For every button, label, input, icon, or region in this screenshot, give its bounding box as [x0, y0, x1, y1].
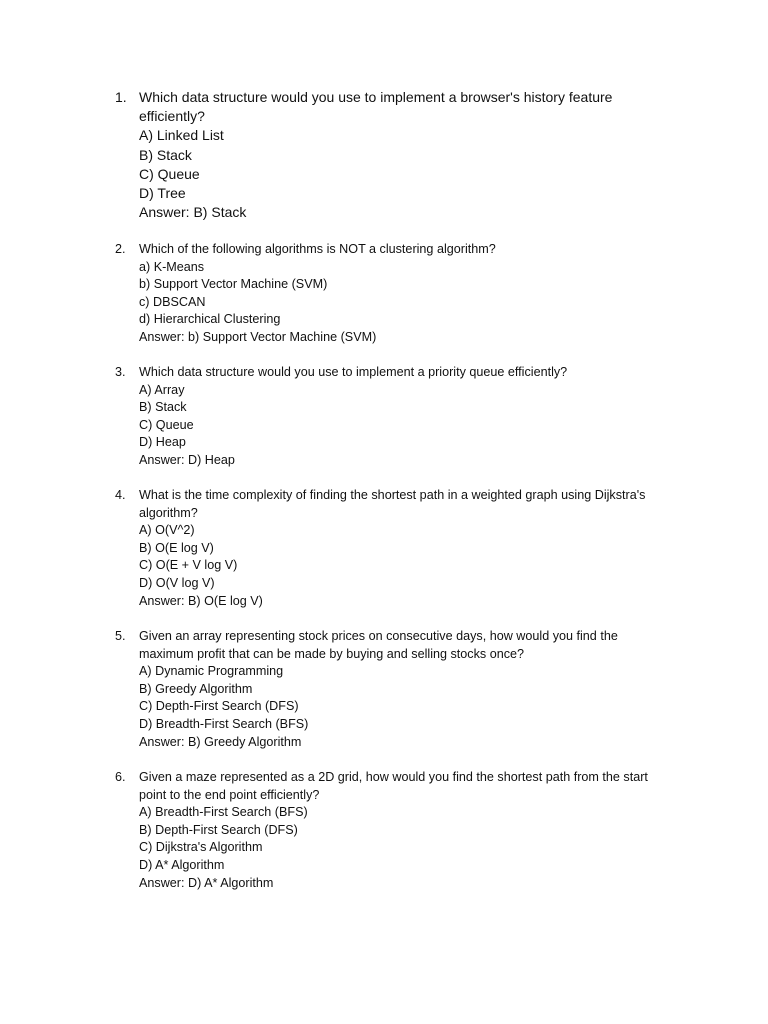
answer-option: D) Tree: [139, 185, 186, 202]
answer-option: C) Dijkstra's Algorithm: [139, 840, 263, 855]
answer-key: Answer: D) Heap: [139, 452, 235, 467]
answer-option: C) Queue: [139, 417, 194, 432]
answer-option: B) Stack: [139, 146, 192, 163]
question-text: Given an array representing stock prices on consecutive days, how would you find the: [139, 629, 618, 643]
answer-option: D) A* Algorithm: [139, 857, 225, 872]
question-body: [139, 88, 684, 222]
answer-option: B) O(E log V): [139, 540, 214, 555]
question-text: Given a maze represented as a 2D grid, how would you find the shortest path from the start: [139, 770, 648, 784]
answer-option: B) Stack: [139, 400, 187, 415]
answer-option: A) Array: [139, 382, 185, 397]
answer-option: B) Greedy Algorithm: [139, 681, 253, 696]
answer-key: Answer: B) Stack: [139, 204, 247, 221]
answer-option: C) Queue: [139, 165, 200, 182]
answer-key: Answer: B) Greedy Algorithm: [139, 734, 302, 749]
question-text: Which of the following algorithms is NOT a clustering algorithm?: [139, 242, 496, 256]
answer-option: d) Hierarchical Clustering: [139, 312, 281, 327]
question-text: What is the time complexity of finding the shortest path in a weighted graph using Dijkstra's: [139, 488, 646, 502]
answer-option: A) Breadth-First Search (BFS): [139, 805, 308, 820]
question-body: [139, 769, 684, 892]
question-text: algorithm?: [139, 505, 198, 520]
answer-option: A) Linked List: [139, 127, 224, 144]
question-body: [139, 241, 684, 347]
question-text: maximum profit that can be made by buying and selling stocks once?: [139, 646, 525, 661]
answer-option: D) O(V log V): [139, 575, 215, 590]
answer-option: A) Dynamic Programming: [139, 664, 284, 679]
question-number: 4.: [115, 488, 126, 502]
answer-key: Answer: D) A* Algorithm: [139, 875, 274, 890]
question-number: 5.: [115, 629, 126, 643]
question-text: efficiently?: [139, 108, 205, 125]
question-text: Which data structure would you use to implement a browser's history feature: [139, 89, 613, 105]
question-body: [139, 628, 684, 751]
answer-option: C) O(E + V log V): [139, 558, 238, 573]
answer-key: Answer: b) Support Vector Machine (SVM): [139, 329, 377, 344]
answer-option: c) DBSCAN: [139, 294, 206, 309]
question-body: [139, 364, 684, 470]
answer-option: B) Depth-First Search (DFS): [139, 822, 298, 837]
question-body: [139, 487, 684, 610]
question-number: 6.: [115, 770, 126, 784]
answer-option: D) Heap: [139, 435, 186, 450]
answer-option: A) O(V^2): [139, 523, 195, 538]
answer-option: a) K-Means: [139, 259, 205, 274]
answer-key: Answer: B) O(E log V): [139, 593, 263, 608]
question-text: point to the end point efficiently?: [139, 787, 320, 802]
question-text: Which data structure would you use to implement a priority queue efficiently?: [139, 365, 568, 379]
answer-option: b) Support Vector Machine (SVM): [139, 277, 328, 292]
question-number: 2.: [115, 242, 126, 256]
question-number: 1.: [115, 89, 127, 105]
question-number: 3.: [115, 365, 126, 379]
answer-option: C) Depth-First Search (DFS): [139, 699, 299, 714]
answer-option: D) Breadth-First Search (BFS): [139, 716, 309, 731]
